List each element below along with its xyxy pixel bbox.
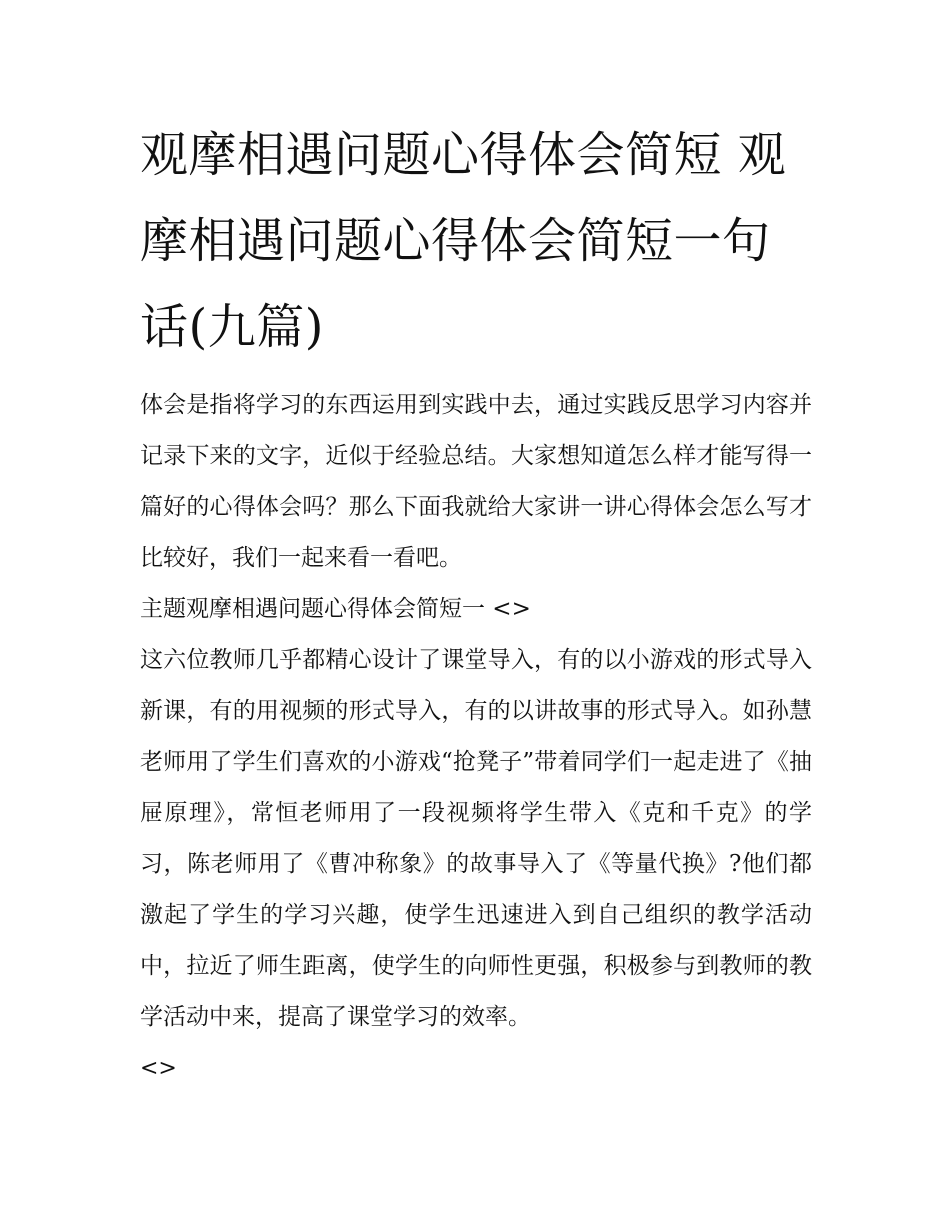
intro-paragraph: 体会是指将学习的东西运用到实践中去，通过实践反思学习内容并记录下来的文字，近似于经验总结。大家想知道怎么样才能写得一篇好的心得体会吗？那么下面我就给大家讲一讲心得体会怎么写才比较好，我们一起来看一看吧。 [140,392,812,571]
body-paragraph: 这六位教师几乎都精心设计了课堂导入，有的以小游戏的形式导入新课，有的用视频的形式导入，有的以讲故事的形式导入。如孙慧老师用了学生们喜欢的小游戏“抢凳子”带着同学们一起走进了《抽屉原理》，常恒老师用了一段视频将学生带入《克和千克》的学习，陈老师用了《曹冲称象》的故事导入了《等量代换》?他们都激起了学生的学习兴趣，使学生迅速进入到自己组织的教学活动中，拉近了师生距离，使学生的向师性更强，积极参与到教师的教学活动中来，提高了课堂学习的效率。 [140,647,812,1030]
document-content [140,112,812,1094]
section-heading: 主题观摩相遇问题心得体会简短一 <> [140,596,531,622]
end-marker: <> [140,1056,177,1081]
document-title: 观摩相遇问题心得体会简短 观摩相遇问题心得体会简短一句话(九篇) [140,127,787,355]
